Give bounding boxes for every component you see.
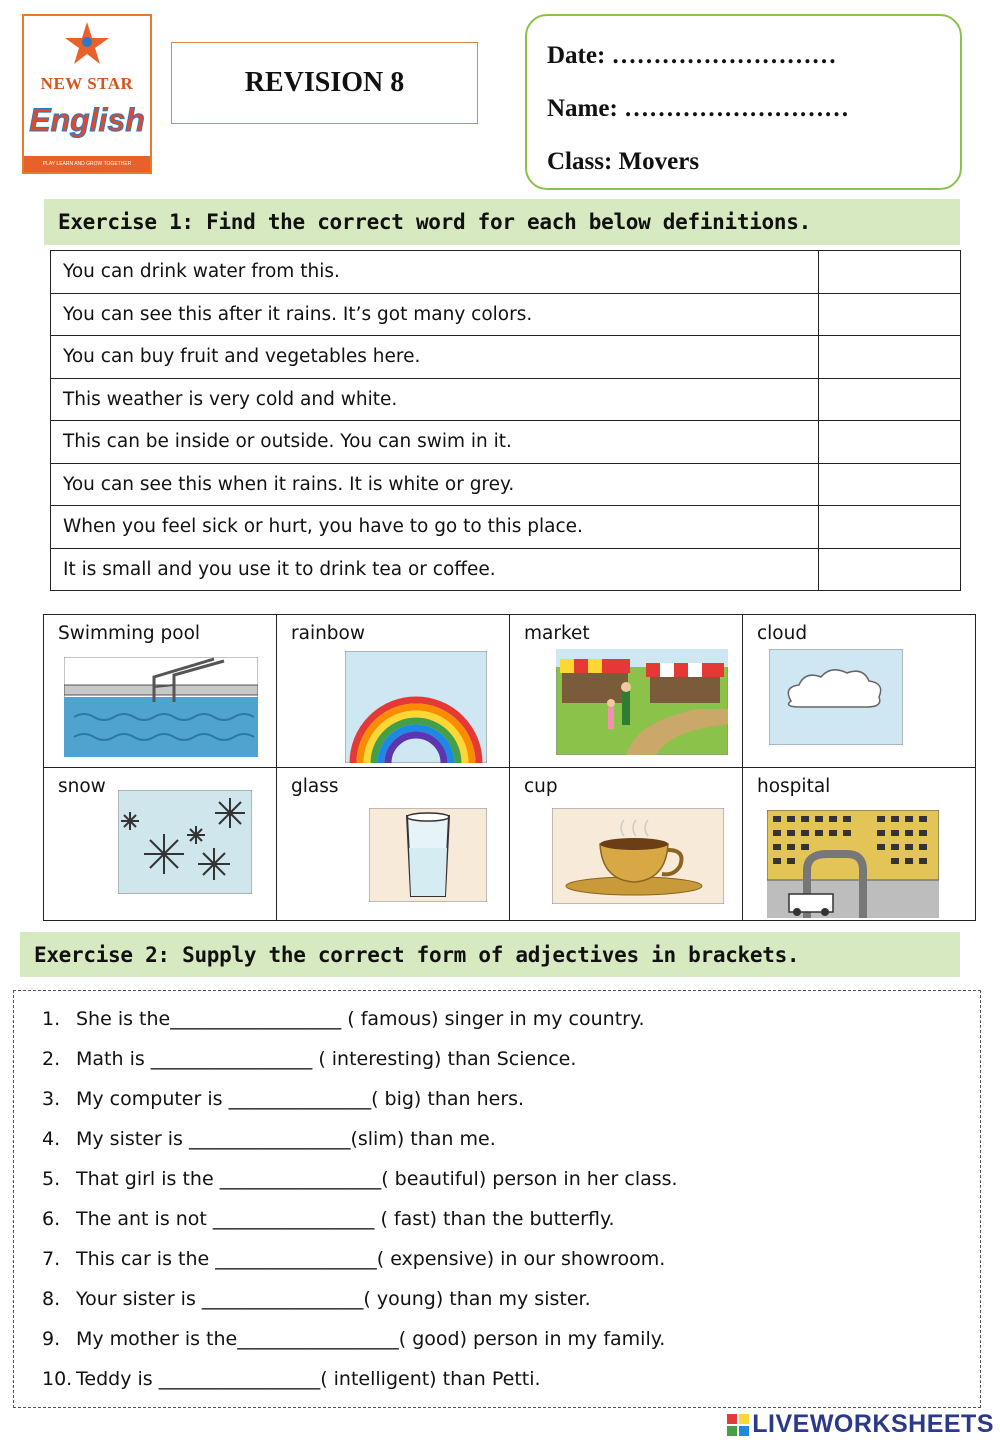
list-item[interactable]: [42, 1288, 591, 1310]
word-card-swimming-pool: [44, 615, 277, 768]
table-row: [51, 378, 961, 421]
item-number: 8.: [42, 1288, 61, 1310]
item-number: 2.: [42, 1048, 61, 1070]
word-label: rainbow: [291, 623, 365, 644]
list-item[interactable]: [42, 1168, 678, 1190]
class-label: Class: Movers: [547, 148, 700, 175]
swimming-pool-picture: [64, 657, 258, 757]
table-row: [51, 463, 961, 506]
answer-box[interactable]: [819, 506, 961, 549]
item-text: Your sister is _________________( young) than my sister.: [76, 1288, 591, 1310]
cup-picture: [552, 808, 724, 904]
star-icon: [24, 16, 150, 76]
word-label: snow: [58, 776, 106, 797]
word-label: hospital: [757, 776, 831, 797]
word-label: Swimming pool: [58, 623, 201, 644]
liveworksheets-text: LIVEWORKSHEETS: [752, 1410, 994, 1438]
answer-box[interactable]: [819, 421, 961, 464]
definition-text: You can see this when it rains. It is white or grey.: [51, 463, 819, 506]
answer-box[interactable]: [819, 463, 961, 506]
word-label: cup: [524, 776, 558, 797]
item-number: 9.: [42, 1328, 61, 1350]
item-text: Teddy is _________________( intelligent) than Petti.: [76, 1368, 541, 1390]
item-text: She is the__________________ ( famous) singer in my country.: [76, 1008, 645, 1030]
list-item[interactable]: [42, 1048, 576, 1070]
table-row: [51, 251, 961, 294]
exercise2-box: [13, 990, 981, 1408]
list-item[interactable]: [42, 1088, 524, 1110]
definition-text: This weather is very cold and white.: [51, 378, 819, 421]
word-card-market: [510, 615, 743, 768]
word-card-rainbow: [277, 615, 510, 768]
hospital-picture: [767, 810, 939, 918]
market-picture: [556, 649, 728, 755]
word-card-snow: [44, 768, 277, 921]
item-text: My mother is the_________________( good) person in my family.: [76, 1328, 666, 1350]
definition-text: You can drink water from this.: [51, 251, 819, 294]
word-card-hospital: [743, 768, 976, 921]
exercise2-heading: Exercise 2: Supply the correct form of adjectives in brackets.: [20, 932, 960, 977]
list-item[interactable]: [42, 1248, 665, 1270]
answer-box[interactable]: [819, 293, 961, 336]
new-star-english-logo: [22, 14, 152, 174]
definition-text: You can buy fruit and vegetables here.: [51, 336, 819, 379]
table-row: [51, 548, 961, 591]
logo-brand-top: NEW STAR: [40, 74, 134, 93]
word-label: glass: [291, 776, 339, 797]
list-item[interactable]: [42, 1208, 615, 1230]
word-label: cloud: [757, 623, 808, 644]
answer-box[interactable]: [819, 336, 961, 379]
exercise1-heading: Exercise 1: Find the correct word for each below definitions.: [44, 199, 960, 245]
date-field[interactable]: Date: ………………………: [547, 42, 837, 69]
rainbow-picture: [345, 651, 487, 763]
snow-picture: [118, 790, 252, 894]
table-row: [51, 336, 961, 379]
item-text: My sister is _________________(slim) than me.: [76, 1128, 496, 1150]
table-row: [51, 421, 961, 464]
definition-text: This can be inside or outside. You can swim in it.: [51, 421, 819, 464]
student-info-box: [525, 14, 962, 190]
logo-slogan: PLAY LEARN AND GROW TOGETHER: [24, 156, 150, 172]
glass-picture: [369, 808, 487, 902]
word-picture-grid: [43, 614, 976, 921]
item-number: 5.: [42, 1168, 61, 1190]
word-card-cloud: [743, 615, 976, 768]
word-label: market: [524, 623, 590, 644]
item-text: The ant is not _________________ ( fast) than the butterfly.: [76, 1208, 615, 1230]
definitions-table: [50, 250, 961, 591]
item-text: My computer is _______________( big) than hers.: [76, 1088, 525, 1110]
item-number: 7.: [42, 1248, 61, 1270]
item-number: 1.: [42, 1008, 61, 1030]
table-row: [51, 293, 961, 336]
answer-box[interactable]: [819, 378, 961, 421]
item-text: That girl is the _________________( beautiful) person in her class.: [76, 1168, 678, 1190]
definition-text: When you feel sick or hurt, you have to go to this place.: [51, 506, 819, 549]
list-item[interactable]: [42, 1128, 496, 1150]
item-number: 10.: [42, 1368, 73, 1390]
answer-box[interactable]: [819, 251, 961, 294]
word-card-cup: [510, 768, 743, 921]
item-text: This car is the _________________( expensive) in our showroom.: [76, 1248, 666, 1270]
liveworksheets-logo: [727, 1410, 994, 1439]
table-row: [51, 506, 961, 549]
definition-text: You can see this after it rains. It’s got many colors.: [51, 293, 819, 336]
definition-text: It is small and you use it to drink tea or coffee.: [51, 548, 819, 591]
logo-brand-main: English: [29, 102, 145, 138]
item-text: Math is _________________ ( interesting) than Science.: [76, 1048, 577, 1070]
list-item[interactable]: [42, 1008, 645, 1030]
item-number: 6.: [42, 1208, 61, 1230]
name-field[interactable]: Name: ………………………: [547, 95, 850, 122]
liveworksheets-icon: [727, 1414, 749, 1436]
list-item[interactable]: [42, 1328, 665, 1350]
item-number: 4.: [42, 1128, 61, 1150]
page-title: REVISION 8: [171, 42, 478, 124]
item-number: 3.: [42, 1088, 61, 1110]
list-item[interactable]: [42, 1368, 541, 1390]
answer-box[interactable]: [819, 548, 961, 591]
word-card-glass: [277, 768, 510, 921]
cloud-picture: [769, 649, 903, 745]
